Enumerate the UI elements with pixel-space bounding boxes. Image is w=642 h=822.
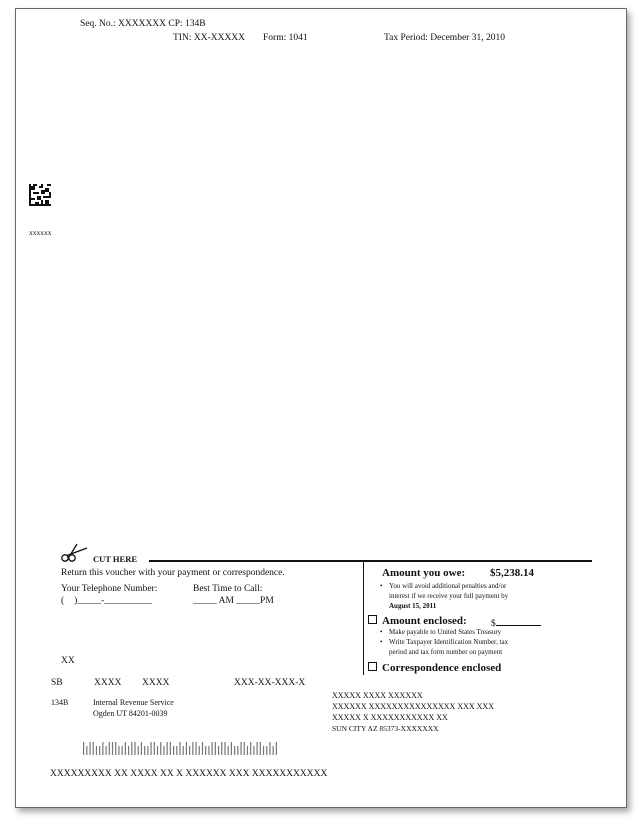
amount-enclosed-field[interactable] xyxy=(491,615,541,629)
taxpayer-address-4: SUN CITY AZ 85373-XXXXXXX xyxy=(332,724,439,733)
correspondence-checkbox[interactable] xyxy=(368,662,377,671)
amount-owe-value: $5,238.14 xyxy=(490,567,534,579)
taxpayer-address-1: XXXXX XXXX XXXXXX xyxy=(332,691,423,700)
correspondence-label: Correspondence enclosed xyxy=(382,662,502,674)
telephone-label: Your Telephone Number: xyxy=(61,584,158,594)
cut-here-label: CUT HERE xyxy=(93,554,138,564)
2d-barcode-icon xyxy=(29,184,51,206)
voucher-instruction: Return this voucher with your payment or correspondence. xyxy=(61,568,285,578)
enclosed-note-1: • Make payable to United States Treasury xyxy=(380,628,502,636)
irs-code: 134B xyxy=(51,698,69,707)
amount-enclosed-prefix: $ xyxy=(491,619,496,629)
code-xx: XX xyxy=(61,656,75,666)
form-number: Form: 1041 xyxy=(263,33,308,43)
code-sb: SB xyxy=(51,678,63,688)
sequence-number: Seq. No.: XXXXXXX CP: 134B xyxy=(80,19,206,29)
tax-period: Tax Period: December 31, 2010 xyxy=(384,33,505,43)
scanline: XXXXXXXXX XX XXXX XX X XXXXXX XXX XXXXXXXXXXX xyxy=(50,769,328,779)
postal-barcode xyxy=(83,742,279,755)
code-xxxx-1: XXXX xyxy=(94,678,122,688)
owe-note-2: interest if we receive your full payment by xyxy=(389,592,509,600)
amount-enclosed-row xyxy=(368,615,467,627)
taxpayer-address-2: XXXXXX XXXXXXXXXXXXXXX XXX XXX xyxy=(332,702,494,711)
amount-owe-label: Amount you owe: xyxy=(382,567,466,579)
telephone-blank-rest: )_____-__________ xyxy=(74,596,152,606)
tin: TIN: XX-XXXXX xyxy=(173,33,246,43)
amount-enclosed-checkbox[interactable] xyxy=(368,615,377,624)
document-code: xxxxxx xyxy=(29,228,52,237)
irs-name: Internal Revenue Service xyxy=(93,698,174,707)
owe-note-3: August 15, 2011 xyxy=(389,602,437,610)
owe-note-1-text: You will avoid additional penalties and/or xyxy=(389,582,507,590)
id-code: XXX-XX-XXX-X xyxy=(234,678,306,688)
notice-page xyxy=(15,8,627,808)
code-xxxx-2: XXXX xyxy=(142,678,170,688)
taxpayer-address-3: XXXXX X XXXXXXXXXXX XX xyxy=(332,713,448,722)
voucher-divider xyxy=(363,561,364,675)
irs-city: Ogden UT 84201-0039 xyxy=(93,709,168,718)
enclosed-note-2-text: Write Taxpayer Identification Number, tax xyxy=(389,638,509,646)
enclosed-note-3: period and tax form number on payment xyxy=(389,648,503,656)
cut-line xyxy=(149,560,592,562)
best-time-label: Best Time to Call: xyxy=(193,584,263,594)
telephone-blank xyxy=(61,596,152,606)
enclosed-note-1-text: Make payable to United States Treasury xyxy=(389,628,502,636)
scissors-icon xyxy=(60,543,90,563)
owe-note-1: • You will avoid additional penalties and/or xyxy=(380,582,507,590)
correspondence-row xyxy=(368,662,501,674)
best-time-blank: _____ AM _____PM xyxy=(193,596,274,606)
telephone-blank-open: ( xyxy=(61,596,65,606)
amount-enclosed-label: Amount enclosed: xyxy=(382,615,467,627)
enclosed-note-2: • Write Taxpayer Identification Number, tax xyxy=(380,638,509,646)
